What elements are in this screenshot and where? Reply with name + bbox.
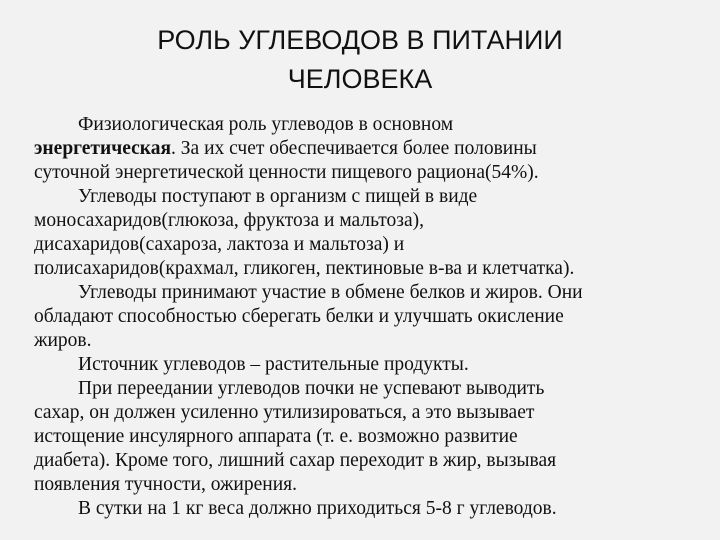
text-line: моносахаридов(глюкоза, фруктоза и мальтоза), xyxy=(34,210,424,231)
paragraph-physiological-role xyxy=(34,113,704,185)
text-line: полисахаридов(крахмал, гликоген, пектиновые в-ва и клетчатка). xyxy=(34,258,575,279)
text-line xyxy=(34,137,704,161)
text-line: истощение инсулярного аппарата (т. е. возможно развитие xyxy=(34,426,518,447)
text-line: диабета). Кроме того, лишний сахар переходит в жир, вызывая xyxy=(34,450,557,471)
text-line: появления тучности, ожирения. xyxy=(34,474,297,495)
text-line: сахар, он должен усиленно утилизироваться, а это вызывает xyxy=(34,402,535,423)
paragraph-overeating xyxy=(34,377,704,497)
text-line: В сутки на 1 кг веса должно приходиться 5-8 г углеводов. xyxy=(78,498,557,519)
paragraph-carbohydrate-types xyxy=(34,185,704,281)
slide-title-line-1: РОЛЬ УГЛЕВОДОВ В ПИТАНИИ xyxy=(157,25,563,55)
text-line: При переедании углеводов почки не успевают выводить xyxy=(78,378,545,399)
slide-title-line-2: ЧЕЛОВЕКА xyxy=(287,64,433,94)
text-fragment: . За их счет обеспечивается более половины xyxy=(171,138,537,159)
text-line: дисахаридов(сахароза, лактоза и мальтоза) и xyxy=(34,234,405,255)
paragraph-metabolism xyxy=(34,281,704,353)
text-line: Углеводы поступают в организм с пищей в виде xyxy=(78,186,478,207)
text-line: суточной энергетической ценности пищевого рациона(54%). xyxy=(34,162,539,183)
slide-body xyxy=(34,113,704,521)
text-line: обладают способностью сберегать белки и улучшать окисление xyxy=(34,306,564,327)
slide-title xyxy=(60,21,660,99)
text-line: жиров. xyxy=(34,330,92,351)
text-line: Источник углеводов – растительные продукты. xyxy=(78,354,469,375)
bold-term: энергетическая xyxy=(34,138,172,159)
paragraph-daily-norm xyxy=(34,497,704,521)
text-line: Углеводы принимают участие в обмене белков и жиров. Они xyxy=(78,282,583,303)
text-line: Физиологическая роль углеводов в основном xyxy=(78,114,454,135)
paragraph-source xyxy=(34,353,704,377)
